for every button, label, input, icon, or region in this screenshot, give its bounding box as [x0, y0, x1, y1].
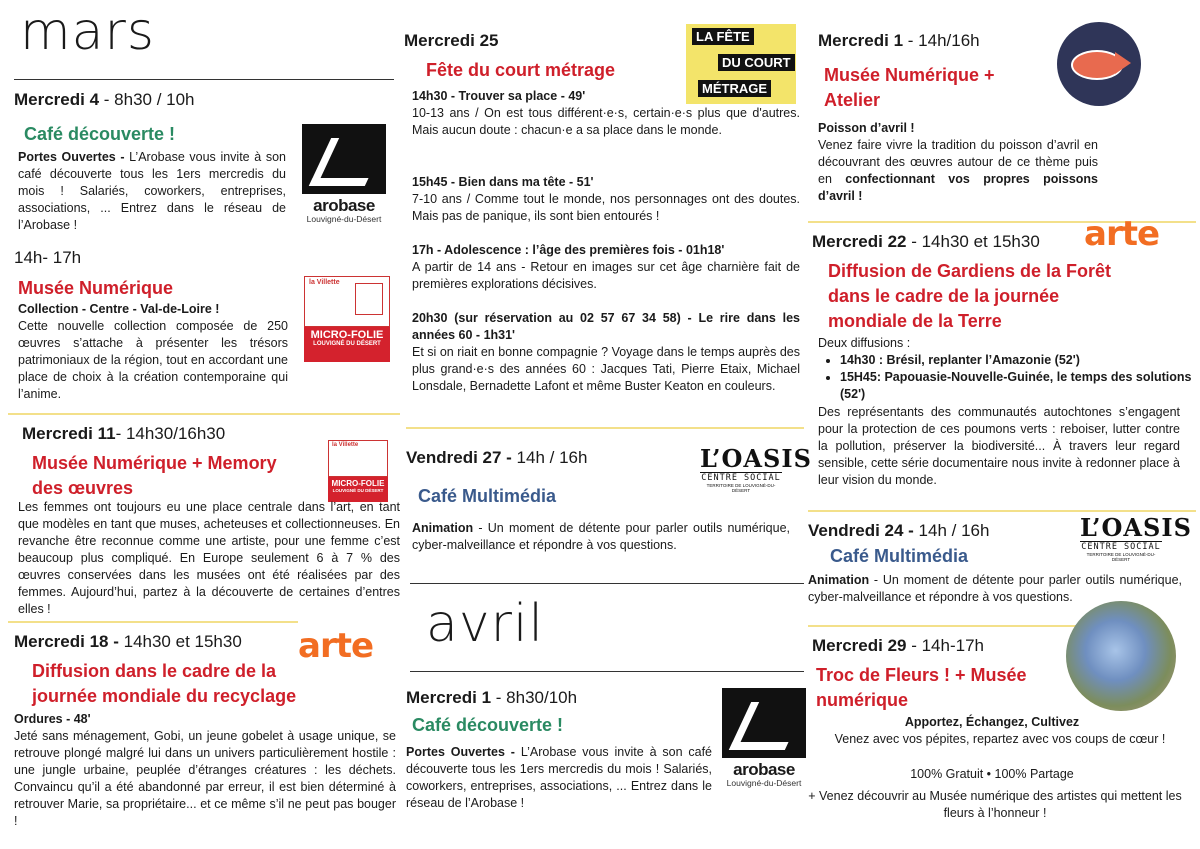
event-date: Mercredi 1 - 14h/16h	[818, 31, 980, 50]
event-date: Mercredi 29 - 14h-17h	[812, 636, 984, 655]
event-description: Animation - Un moment de détente pour parler outils numérique, cyber-malveillance et répondre à vos questions.	[412, 521, 790, 552]
event-tagline: 100% Gratuit • 100% Partage	[910, 767, 1074, 781]
event-date: Mercredi 22 - 14h30 et 15h30	[812, 232, 1040, 251]
screening-title: 14h30 - Trouver sa place - 49'	[412, 89, 586, 103]
arobase-logo: arobase Louvigné-du-Désert	[722, 688, 806, 788]
event-title: Diffusion de Gardiens de la Forêt dans le cadre de la journée mondiale de la Terre	[828, 261, 1112, 331]
event-subtitle: Apportez, Échangez, Cultivez	[904, 715, 1080, 729]
arte-logo: arte	[1084, 214, 1160, 254]
event-date: Vendredi 24 - 14h / 16h	[808, 521, 990, 540]
event-date: Mercredi 4 - 8h30 / 10h	[14, 90, 195, 109]
event-description: Portes Ouvertes - L’Arobase vous invite à son café découverte tous les 1ers mercredis du mois ! Salariés, coworkers, entreprises, associations, ... Entrez dans le réseau de l’Arobase !	[406, 745, 713, 810]
event-title: Café Multimédia	[418, 486, 557, 506]
screening-title: 15h45 - Bien dans ma tête - 51'	[412, 175, 594, 189]
month-title-avril: avril	[426, 594, 544, 654]
screening-description: 7-10 ans / Comme tout le monde, nos personnages ont des doutes. Mais pas de panique, ils sont bien entourés !	[412, 192, 800, 223]
divider	[14, 79, 394, 80]
screening-list	[818, 352, 1200, 403]
event-subtitle: Collection - Centre - Val-de-Loire !	[18, 302, 220, 316]
event-title: Musée Numérique	[18, 278, 174, 298]
divider	[410, 583, 804, 584]
event-subtitle: Deux diffusions :	[818, 336, 911, 350]
event-subtitle: Ordures - 48'	[14, 712, 91, 726]
divider	[406, 427, 804, 429]
event-description: Les femmes ont toujours eu une place centrale dans l’art, en tant que modèles en tant que muses, acheteuses et collectionneuses. En revanche être reconnue comme une artiste, pour une femme c’est beaucoup plus compliqué. En Europe seulement 6 à 7 % des œuvres conservées dans les musées ont été réalisées par des femmes. Aujourd’hui, partez à la découverte de certaines d’entres elles !	[18, 500, 400, 616]
screening-description: Et si on riait en bonne compagnie ? Voyage dans le temps auprès des plus grand·e·s des années 60 : Jacques Tati, Pierre Etaix, Michael Lonsdale, Bernadette Lafont et même Buster Keaton en couleurs.	[412, 345, 800, 393]
event-description: Portes Ouvertes - L’Arobase vous invite à son café découverte tous les 1ers mercredis du mois ! Salariés, coworkers, entreprises, associations, ... Entrez dans le réseau de l’Arobase !	[18, 150, 286, 232]
event-date: Mercredi 18 - 14h30 et 15h30	[14, 632, 242, 651]
event-title: Café découverte !	[412, 715, 564, 735]
list-item: • 15H45: Papouasie-Nouvelle-Guinée, le temps des solutions (52')	[840, 369, 1200, 403]
oasis-logo: L’OASIS CENTRE SOCIAL TERRITOIRE DE LOUVIGNÉ-DU-DÉSERT	[700, 444, 812, 493]
micro-folie-logo: la Villette MICRO-FOLIE LOUVIGNÉ DU DÉSERT	[304, 276, 390, 360]
event-note: + Venez découvrir au Musée numérique des artistes qui mettent les fleurs à l’honneur !	[808, 789, 1182, 820]
event-description: Cette nouvelle collection composée de 250 œuvres s’attache à présenter les trésors patrimoniaux de la région, tout en accordant une place de choix à la création contemporaine qui l’anime.	[18, 319, 288, 401]
event-description: Venez avec vos pépites, repartez avec vos coups de cœur !	[834, 732, 1166, 746]
event-title: Café découverte !	[24, 124, 176, 144]
event-title: Musée Numérique + Atelier	[824, 65, 995, 110]
month-title-mars: mars	[20, 2, 155, 62]
oasis-logo: L’OASIS CENTRE SOCIAL TERRITOIRE DE LOUVIGNÉ-DU-DÉSERT	[1080, 513, 1192, 562]
micro-folie-logo: la Villette MICRO-FOLIE LOUVIGNÉ DU DÉSERT	[328, 440, 388, 500]
event-description: Venez faire vivre la tradition du poisson d’avril en découvrant des œuvres autour de ce thème puis en confectionnant vos propres poissons d’avril !	[818, 138, 1098, 203]
screening-title: 20h30 (sur réservation au 02 57 67 34 58) - Le rire dans les années 60 - 1h31'	[412, 311, 800, 342]
event-date: Mercredi 1 - 8h30/10h	[406, 688, 578, 707]
list-item: • 14h30 : Brésil, replanter l’Amazonie (52')	[840, 352, 1200, 369]
screening-description: 10-13 ans / On est tous différent·e·s, certain·e·s plus que d'autres. Mais aucun doute : chacun·e a sa place dans le monde.	[412, 106, 800, 137]
fete-court-metrage-logo: LA FÊTE DU COURT MÉTRAGE	[686, 24, 796, 104]
arobase-logo: arobase Louvigné-du-Désert	[302, 124, 386, 224]
divider	[808, 510, 1196, 512]
divider	[410, 671, 804, 672]
fish-image	[1057, 22, 1141, 106]
divider	[808, 625, 1088, 627]
event-description: Animation - Un moment de détente pour parler outils numérique, cyber-malveillance et répondre à vos questions.	[808, 573, 1182, 604]
event-description: Jeté sans ménagement, Gobi, un jeune gobelet à usage unique, se retrouve plongé malgré lui dans un univers particulièrement hostile : une jungle urbaine, peuplée d’étranges créatures : les déchets. Convaincu qu’il a été abandonné par erreur, il est bien déterminé à retrouver Marie, sa propriétaire... et ce même s’il ne peut pas bouger !	[14, 729, 396, 828]
event-subtitle: Poisson d’avril !	[818, 121, 915, 135]
event-title: Troc de Fleurs ! + Musée numérique	[816, 665, 1027, 710]
event-title: Diffusion dans le cadre de la journée mondiale du recyclage	[32, 661, 297, 706]
screening-description: A partir de 14 ans - Retour en images sur cet âge charnière fait de premières explorations décisives.	[412, 260, 800, 291]
screening-title: 17h - Adolescence : l’âge des premières fois - 01h18'	[412, 243, 725, 257]
event-time: 14h- 17h	[14, 248, 82, 267]
event-date: Mercredi 25	[404, 31, 499, 50]
event-title: Musée Numérique + Memory des œuvres	[32, 453, 277, 498]
flowers-image	[1066, 601, 1176, 711]
divider	[8, 621, 298, 623]
arte-logo: arte	[298, 626, 374, 666]
divider	[8, 413, 400, 415]
event-date: Vendredi 27 - 14h / 16h	[406, 448, 588, 467]
event-title: Café Multimédia	[830, 546, 969, 566]
event-description: Des représentants des communautés autochtones s’engagent pour la protection de ces poumons verts : reboiser, lutter contre la pollution, préserver la biodiversité... À travers leur regard sensible, cette série documentaire nous invite à redonner place à leur vision du monde.	[818, 405, 1180, 487]
event-title: Fête du court métrage	[426, 60, 616, 80]
event-date: Mercredi 11- 14h30/16h30	[22, 424, 226, 443]
